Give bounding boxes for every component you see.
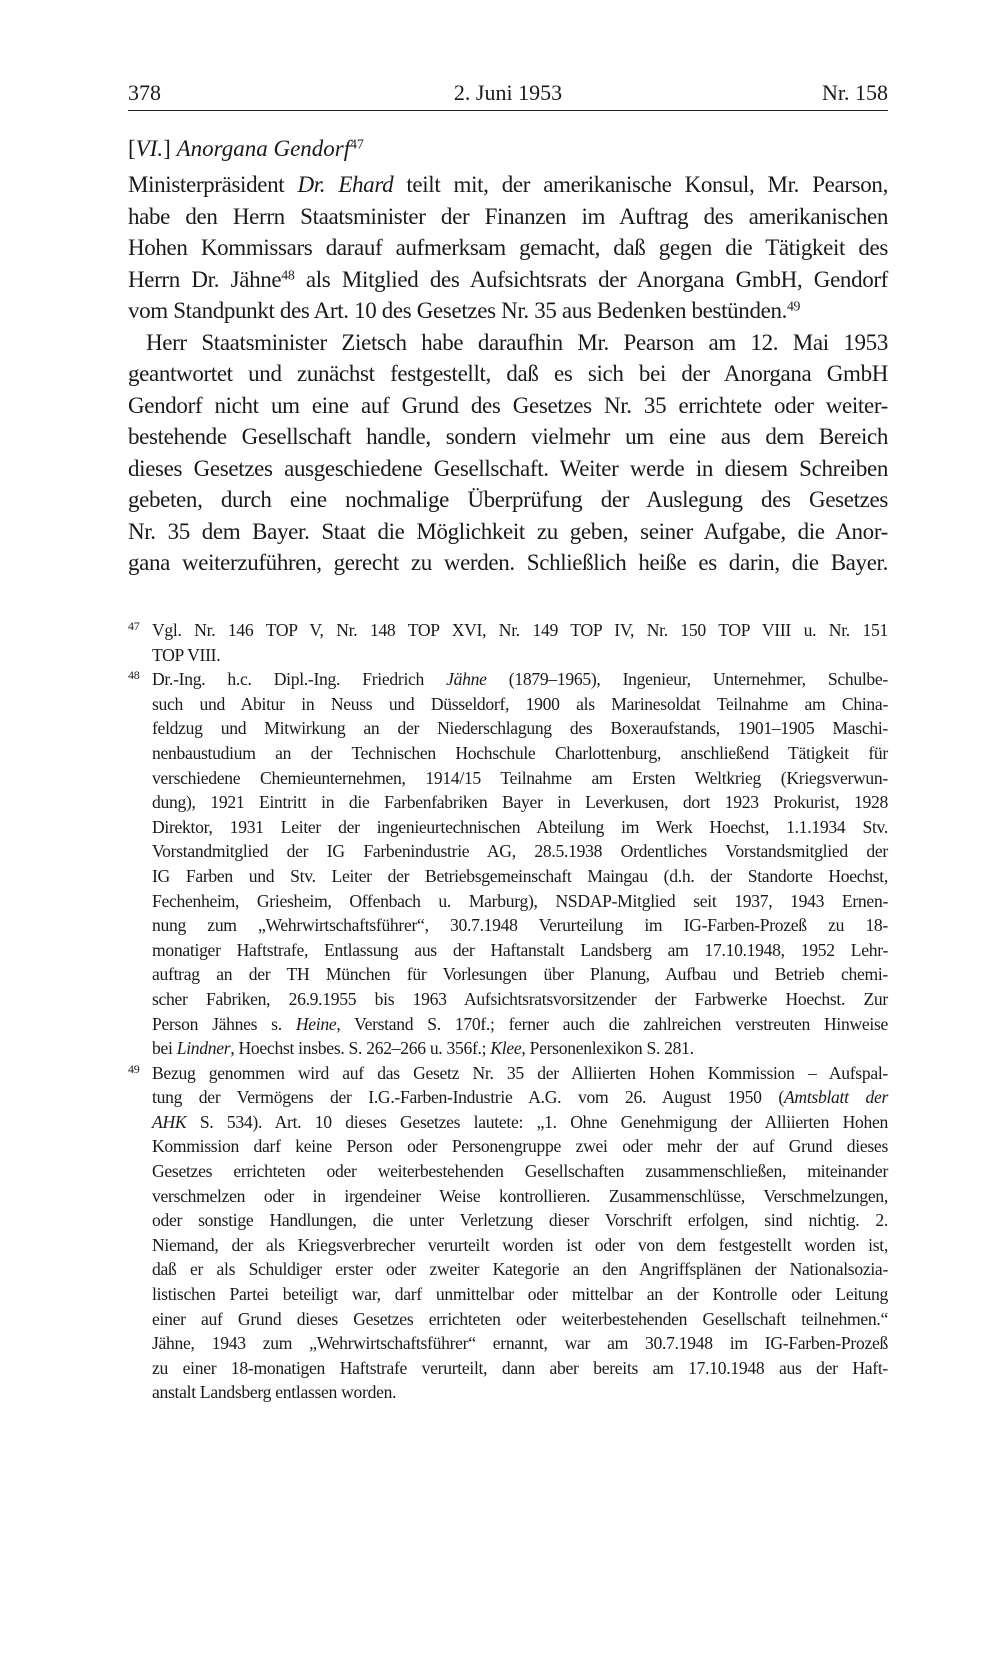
- footnote-line: nenbaustudium an der Technischen Hochschule Charlottenburg, anschließend Tätigkeit für: [152, 742, 888, 763]
- paragraph-2: [128, 327, 888, 579]
- text-line: Hohen Kommissars darauf aufmerksam gemacht, daß gegen die Tätigkeit des: [128, 235, 888, 260]
- footnote-line: Person Jähnes s. Heine, Verstand S. 170f.; ferner auch die zahlreichen verstreuten Hinweise: [152, 1013, 889, 1034]
- footnote-49: [128, 1061, 888, 1405]
- footnote-line: bei Lindner, Hoechst insbes. S. 262–266 u. 356f.; Klee, Personenlexikon S. 281.: [152, 1038, 694, 1059]
- paragraph-1: [128, 169, 888, 327]
- text-line: gana weiterzuführen, gerecht zu werden. Schließlich heiße es darin, die Bayer.: [128, 550, 888, 575]
- text-line: Nr. 35 dem Bayer. Staat die Möglichkeit zu geben, seiner Aufgabe, die Anor-: [128, 518, 888, 544]
- bracket-open: [: [128, 136, 136, 161]
- header-date: 2. Juni 1953: [453, 80, 563, 105]
- text-line: dieses Gesetzes ausgeschiedene Gesellschaft. Weiter werde in diesem Schreiben: [128, 455, 888, 481]
- text-line: vom Standpunkt des Art. 10 des Gesetzes Nr. 35 aus Bedenken bestünden.$^{49}$: [128, 298, 801, 323]
- body-text: [128, 169, 888, 579]
- footnote-line: TOP VIII.: [152, 644, 221, 665]
- person-name: Dr. Ehard: [297, 172, 394, 197]
- footnote-line: Direktor, 1931 Leiter der ingenieurtechnischen Abteilung im Werk Hoechst, 1.1.1934 Stv.: [152, 816, 888, 837]
- footnote-line: AHK S. 534). Art. 10 dieses Gesetzes lautete: „1. Ohne Genehmigung der Alliierten Hohen: [152, 1111, 888, 1132]
- footnote-line: daß er als Schuldiger erster oder zweiter Kategorie an den Angriffsplänen der Nationalsozia-: [152, 1259, 888, 1280]
- footnote-line: IG Farben und Stv. Leiter der Betriebsgemeinschaft Maingau (d.h. der Standorte Hoechst,: [152, 865, 888, 886]
- footnote-line: scher Fabriken, 26.9.1955 bis 1963 Aufsichtsratsvorsitzender der Farbwerke Hoechst. Zur: [152, 988, 888, 1009]
- footnote-line: Gesetzes errichteten oder weiterbestehenden Gesellschaften zusammenschließen, miteinander: [152, 1161, 888, 1182]
- footnote-line: feldzug und Mitwirkung an der Niederschlagung des Boxeraufstands, 1901–1905 Maschi-: [152, 718, 888, 739]
- footnote-line: Vorstandmitglied der IG Farbenindustrie AG, 28.5.1938 Ordentliches Vorstandsmitglied der: [152, 841, 888, 862]
- footnote-ref-47[interactable]: 47: [350, 136, 364, 152]
- footnote-47: [128, 618, 888, 667]
- footnote-line: tung der Vermögens der I.G.-Farben-Industrie A.G. vom 26. August 1950 (Amtsblatt der: [152, 1087, 888, 1108]
- bracket-close: ]: [163, 136, 177, 161]
- section-numeral: VI.: [135, 136, 164, 161]
- document-number: Nr. 158: [822, 80, 888, 105]
- text-line: geantwortet und zunächst festgestellt, daß es sich bei der Anorgana GmbH: [128, 361, 888, 386]
- footnote-line: nung zum „Wehrwirtschaftsführer“, 30.7.1948 Verurteilung im IG-Farben-Prozeß zu 18-: [152, 915, 888, 936]
- footnote-line: Vgl. Nr. 146 TOP V, Nr. 148 TOP XVI, Nr. 149 TOP IV, Nr. 150 TOP VIII u. Nr. 151: [152, 620, 888, 640]
- section-title: Anorgana Gendorf: [176, 136, 351, 161]
- footnote-line: Jähne, 1943 zum „Wehrwirtschaftsführer“ ernannt, war am 30.7.1948 im IG-Farben-Prozeß: [152, 1333, 888, 1354]
- footnote-line: Bezug genommen wird auf das Gesetz Nr. 35 der Alliierten Hohen Kommission – Aufspal-: [152, 1062, 888, 1083]
- footnote-line: Dr.-Ing. h.c. Dipl.-Ing. Friedrich Jähne (1879–1965), Ingenieur, Unternehmer, Schulbe-: [152, 669, 888, 690]
- text-line: Gendorf nicht um eine auf Grund des Gesetzes Nr. 35 errichtete oder weiter-: [128, 392, 888, 418]
- footnote-line: einer auf Grund dieses Gesetzes errichteten oder weiterbestehenden Gesellschaft teilnehmen.“: [152, 1308, 888, 1329]
- footnote-ref-48[interactable]: 48: [281, 266, 295, 282]
- text-line: Ministerpräsident Dr. Ehard teilt mit, der amerikanische Konsul, Mr. Pearson,: [128, 172, 888, 197]
- footnote-line: Fechenheim, Griesheim, Offenbach u. Marburg), NSDAP-Mitglied seit 1937, 1943 Ernen-: [152, 890, 888, 911]
- text-line: Herrn Dr. Jähne$^{48}$ als Mitglied des Aufsichtsrats der Anorgana GmbH, Gendorf: [128, 266, 888, 292]
- text-line: habe den Herrn Staatsminister der Finanzen im Auftrag des amerikanischen: [128, 203, 888, 229]
- footnote-number: 49: [128, 1061, 140, 1076]
- footnote-line: auftrag an der TH München für Vorlesungen über Planung, Aufbau und Betrieb chemi-: [152, 964, 888, 985]
- text-line: Herr Staatsminister Zietsch habe daraufhin Mr. Pearson am 12. Mai 1953: [146, 329, 888, 355]
- section-heading: [128, 133, 364, 165]
- footnote-number: 47: [128, 619, 140, 633]
- footnote-number: 48: [128, 668, 140, 683]
- footnote-line: such und Abitur in Neuss und Düsseldorf, 1900 als Marinesoldat Teilnahme am China-: [152, 693, 888, 714]
- footnote-line: dung), 1921 Eintritt in die Farbenfabriken Bayer in Leverkusen, dort 1923 Prokurist, 1928: [152, 792, 888, 813]
- text-line: gebeten, durch eine nochmalige Überprüfung der Auslegung des Gesetzes: [128, 487, 888, 512]
- footnote-line: anstalt Landsberg entlassen worden.: [152, 1382, 397, 1403]
- footnote-48: [128, 667, 888, 1061]
- footnote-line: oder sonstige Handlungen, die unter Verletzung dieser Vorschrift erfolgen, sind nichtig. 2.: [152, 1210, 888, 1231]
- footnotes: [128, 618, 888, 1405]
- footnote-line: Kommission darf keine Person oder Personengruppe zwei oder mehr der auf Grund dieses: [152, 1136, 888, 1157]
- footnote-line: Niemand, der als Kriegsverbrecher verurteilt worden ist oder von dem festgestellt worden ist,: [152, 1234, 888, 1255]
- footnote-line: zu einer 18-monatigen Haftstrafe verurteilt, dann aber bereits am 17.10.1948 aus der Haft-: [152, 1357, 888, 1378]
- page-number: 378: [128, 80, 161, 105]
- running-head: [128, 78, 888, 111]
- footnote-line: verschmelzen oder in irgendeiner Weise kontrollieren. Zusammenschlüsse, Verschmelzungen,: [152, 1185, 888, 1206]
- footnote-line: verschiedene Chemieunternehmen, 1914/15 Teilnahme am Ersten Weltkrieg (Kriegsverwun-: [152, 767, 888, 788]
- footnote-line: monatiger Haftstrafe, Entlassung aus der Haftanstalt Landsberg am 17.10.1948, 1952 Lehr-: [152, 939, 888, 960]
- footnote-ref-49[interactable]: 49: [787, 298, 801, 314]
- footnote-line: listischen Partei beteiligt war, darf unmittelbar oder mittelbar an der Kontrolle oder Leitung: [152, 1284, 888, 1305]
- text-line: bestehende Gesellschaft handle, sondern vielmehr um eine aus dem Bereich: [128, 424, 888, 449]
